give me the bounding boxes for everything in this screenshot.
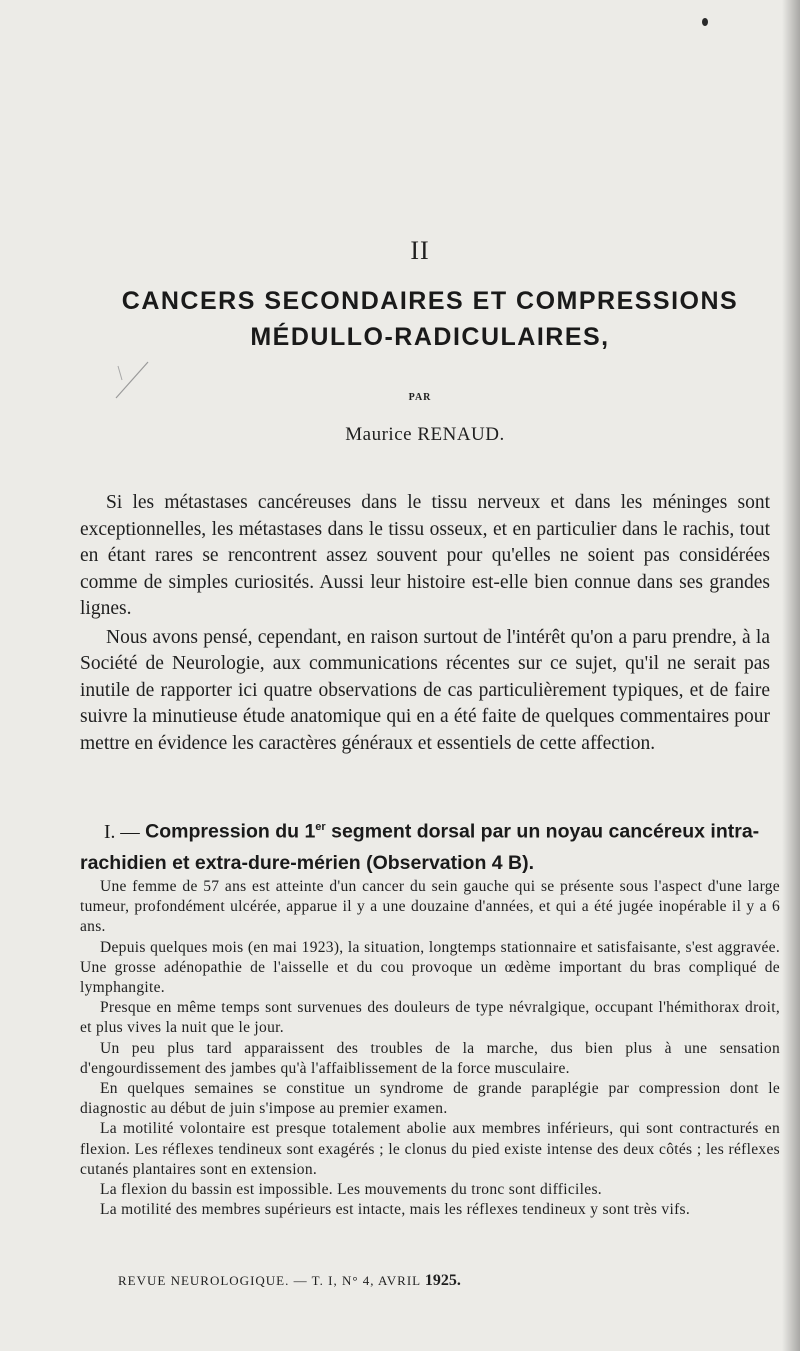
case-paragraph: La flexion du bassin est impossible. Les mouvements du tronc sont difficiles. — [100, 1181, 602, 1199]
article-title — [90, 283, 770, 355]
intro-paragraph: Si les métastases cancéreuses dans le tissu nerveux et dans les méninges sont exceptionnelles, les métastases dans le tissu osseux, et en particulier dans le rachis, tout en étant rares se rencontrent assez souvent pour qu'elles ne soient pas considérées comme de simples curiosités. Aussi leur histoire est-elle bien connue dans ses grandes lignes. — [80, 492, 770, 619]
by-label: PAR — [408, 392, 432, 403]
case-paragraph: Un peu plus tard apparaissent des troubles de la marche, dus bien plus à une sensation d'engourdissement des jambes qu'à l'affaiblissement de la force musculaire. — [80, 1039, 780, 1077]
case-paragraph: En quelques semaines se constitue un syndrome de grande paraplégie par compression dont le diagnostic au début de juin s'impose au premier examen. — [80, 1080, 780, 1118]
title-line-1: CANCERS SECONDAIRES ET COMPRESSIONS — [121, 287, 739, 315]
title-line-2: MÉDULLO-RADICULAIRES, — [250, 323, 610, 351]
case-paragraph: Une femme de 57 ans est atteinte d'un cancer du sein gauche qui se présente sous l'aspect d'une large tumeur, profondément ulcérée, apparue il y a une douzaine d'années, et qui a été jugée inopérable il y a 6 ans. — [80, 878, 780, 936]
case-paragraph: Depuis quelques mois (en mai 1923), la situation, longtemps stationnaire et satisfaisante, s'est aggravée. Une grosse adénopathie de l'aisselle et du cou provoque un œdème important du bras compliqué de lymphangite. — [80, 938, 780, 997]
running-footer — [118, 1272, 678, 1290]
page-edge-shadow — [782, 0, 800, 1351]
section-heading-part-1: Compression du 1 — [145, 820, 316, 843]
case-paragraph: La motilité des membres supérieurs est intacte, mais les réflexes tendineux y sont très vifs. — [100, 1201, 691, 1219]
ink-spot — [702, 18, 708, 26]
section-heading-superscript: er — [315, 821, 326, 833]
section-number: I. — — [104, 821, 140, 843]
intro-text — [80, 490, 770, 759]
case-paragraph: Presque en même temps sont survenues des douleurs de type névralgique, occupant l'hémithorax droit, et plus vives la nuit que le jour. — [80, 999, 780, 1037]
journal-citation: REVUE NEUROLOGIQUE. — T. I, N° 4, AVRIL — [118, 1273, 421, 1288]
section-heading-part-2: segment dorsal par un noyau cancéreux intra-rachidien et extra-dure-mérien (Observation 4 B). — [80, 820, 760, 874]
case-paragraph: La motilité volontaire est presque totalement abolie aux membres inférieurs, qui sont contracturés en flexion. Les réflexes tendineux sont exagérés ; le clonus du pied existe intense des deux côtés ; les réflexes cutanés plantaires sont en extension. — [80, 1120, 780, 1178]
chapter-numeral: II — [410, 236, 430, 265]
section-heading — [80, 812, 780, 878]
author-name: Maurice RENAUD. — [345, 424, 505, 445]
case-report-text — [80, 877, 780, 1220]
publication-year: 1925. — [424, 1272, 461, 1289]
intro-paragraph: Nous avons pensé, cependant, en raison surtout de l'intérêt qu'on a paru prendre, à la Société de Neurologie, aux communications récentes sur ce sujet, qu'il ne serait pas inutile de rapporter ici quatre observations de cas particulièrement typiques, et de faire suivre la minutieuse étude anatomique qui en a été faite de quelques commentaires pour mettre en évidence les caractères généraux et essentiels de cette affection. — [80, 626, 770, 754]
